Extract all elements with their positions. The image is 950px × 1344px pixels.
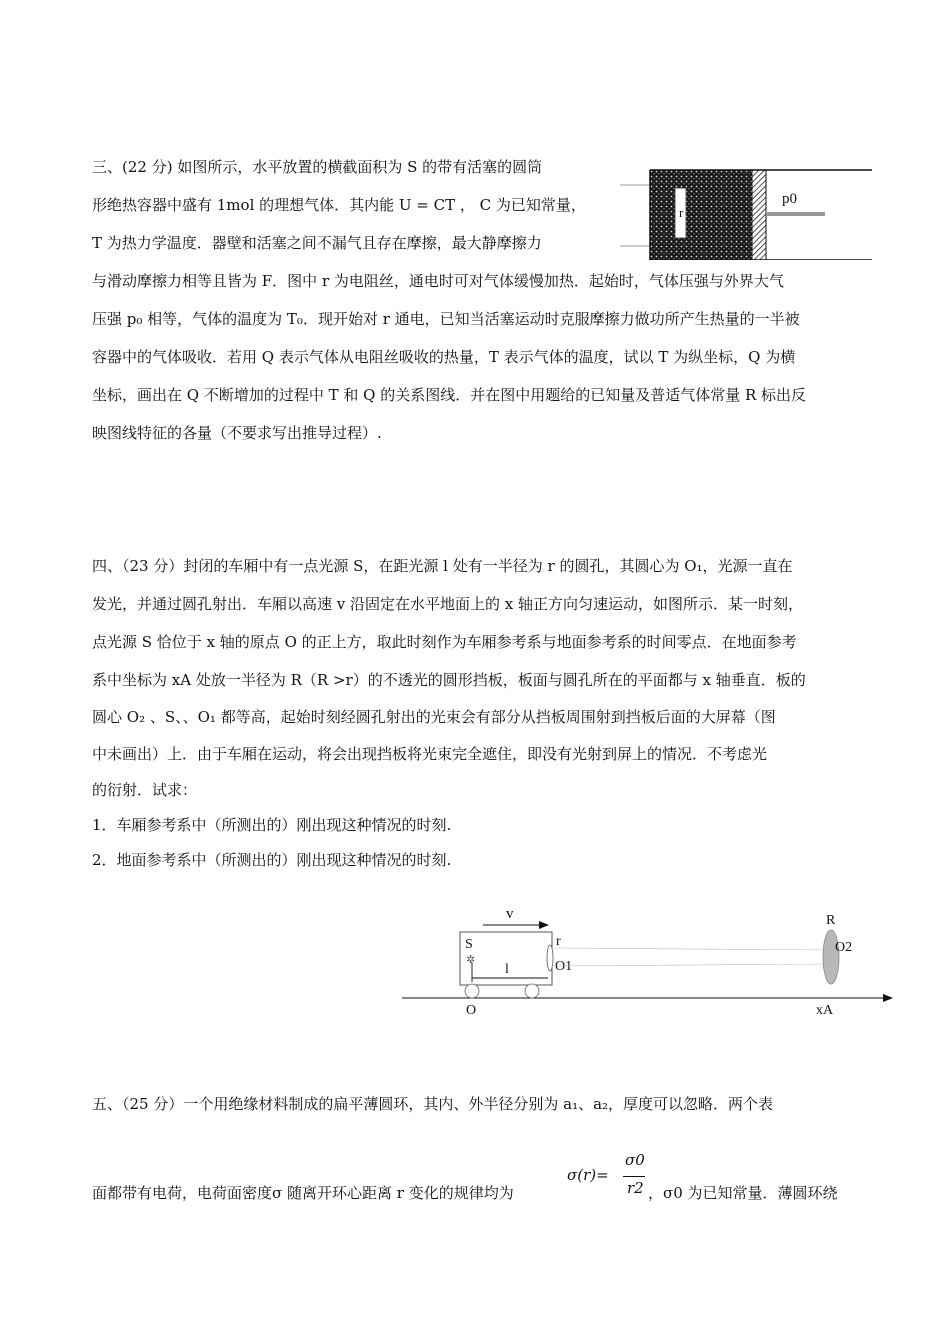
light-beam-lower [552,964,830,966]
problem4-question-2: 2．地面参考系中（所测出的）刚出现这种情况的时刻. [92,851,452,869]
problem3-line-6: 容器中的气体吸收．若用 Q 表示气体从电阻丝吸收的热量，T 表示气体的温度，试以 T 为纵坐标，Q 为横 [92,348,796,366]
problem4-line-7: 的衍射．试求： [92,781,198,799]
velocity-label: v [506,906,514,922]
problem4-line-3: 点光源 S 恰位于 x 轴的原点 O 的正上方，取此时刻作为车厢参考系与地面参考系的时间零点．在地面参考 [92,633,797,651]
carriage-wheel-left [465,984,479,998]
opaque-disk [823,930,839,984]
p0-label: p0 [782,191,797,207]
piston [752,170,766,260]
problem3-line-4: 与滑动摩擦力相等且皆为 F．图中 r 为电阻丝，通电时可对气体缓慢加热．起始时，气体压强与外界大气 [92,272,784,290]
disk-radius-label: R [826,913,836,928]
problem3-line-3: T 为热力学温度．器壁和活塞之间不漏气且存在摩擦，最大静摩擦力 [92,234,542,252]
o2-label: O2 [835,940,853,955]
resistor-label: r [679,205,684,220]
xa-label: xA [816,1003,834,1018]
light-source-icon: ✲ [466,954,476,966]
origin-label: O [466,1003,477,1018]
problem3-line-7: 坐标，画出在 Q 不断增加的过程中 T 和 Q 的关系图线．并在图中用题给的已知量及普适气体常量 R 标出反 [92,386,807,404]
light-beam-upper [552,948,830,950]
problem3-line-8: 映图线特征的各量（不要求写出推导过程）. [92,424,382,442]
aperture [547,945,553,971]
formula-bar [623,1176,645,1177]
aperture-radius-label: r [556,934,561,949]
problem3-line-5: 压强 p₀ 相等，气体的温度为 T₀．现开始对 r 通电，已知当活塞运动时克服摩擦力做功所产生热量的一半被 [92,310,800,328]
problem4-line-1: 四、（23 分）封闭的车厢中有一点光源 S，在距光源 l 处有一半径为 r 的圆孔，其圆心为 O₁，光源一直在 [92,557,793,575]
problem4-line-2: 发光，并通过圆孔射出．车厢以高速 v 沿固定在水平地面上的 x 轴正方向匀速运动，如图所示．某一时刻， [92,595,804,613]
formula-denominator: r2 [627,1179,644,1197]
formula-numerator: σ0 [625,1151,645,1169]
problem3-line-1: 三、(22 分) 如图所示，水平放置的横截面积为 S 的带有活塞的圆筒 [92,158,543,176]
carriage-figure [390,900,900,1025]
formula-lhs: σ(r)= [567,1166,609,1184]
distance-label: l [505,962,509,977]
o1-label: O1 [555,959,573,974]
problem4-line-6: 中未画出）上．由于车厢在运动，将会出现挡板将光束完全遮住，即没有光射到屏上的情况．不考虑光 [92,745,768,763]
carriage-wheel-right [525,984,539,998]
problem5-line-2: 面都带有电荷，电荷面密度σ 随离开环心距离 r 变化的规律均为 [92,1184,514,1202]
problem4-line-4: 系中坐标为 xA 处放一半径为 R（R >r）的不透光的圆形挡板，板面与圆孔所在的平面都与 x 轴垂直．板的 [92,671,806,689]
source-label: S [465,937,473,952]
problem3-line-2: 形绝热容器中盛有 1mol 的理想气体．其内能 U = CT ， C 为已知常量， [92,196,586,214]
problem4-question-1: 1．车厢参考系中（所测出的）刚出现这种情况的时刻. [92,816,452,834]
problem4-line-5: 圆心 O₂ 、S、、O₁ 都等高，起始时刻经圆孔射出的光束会有部分从挡板周围射到挡板后面的大屏幕（图 [92,708,776,726]
gas-region [650,170,752,260]
problem5-line-1: 五、（25 分）一个用绝缘材料制成的扁平薄圆环，其内、外半径分别为 a₁、a₂，厚度可以忽略．两个表 [92,1095,774,1113]
cylinder-figure [610,160,880,260]
problem5-line-2-tail: ，σ0 为已知常量．薄圆环绕 [648,1184,838,1202]
